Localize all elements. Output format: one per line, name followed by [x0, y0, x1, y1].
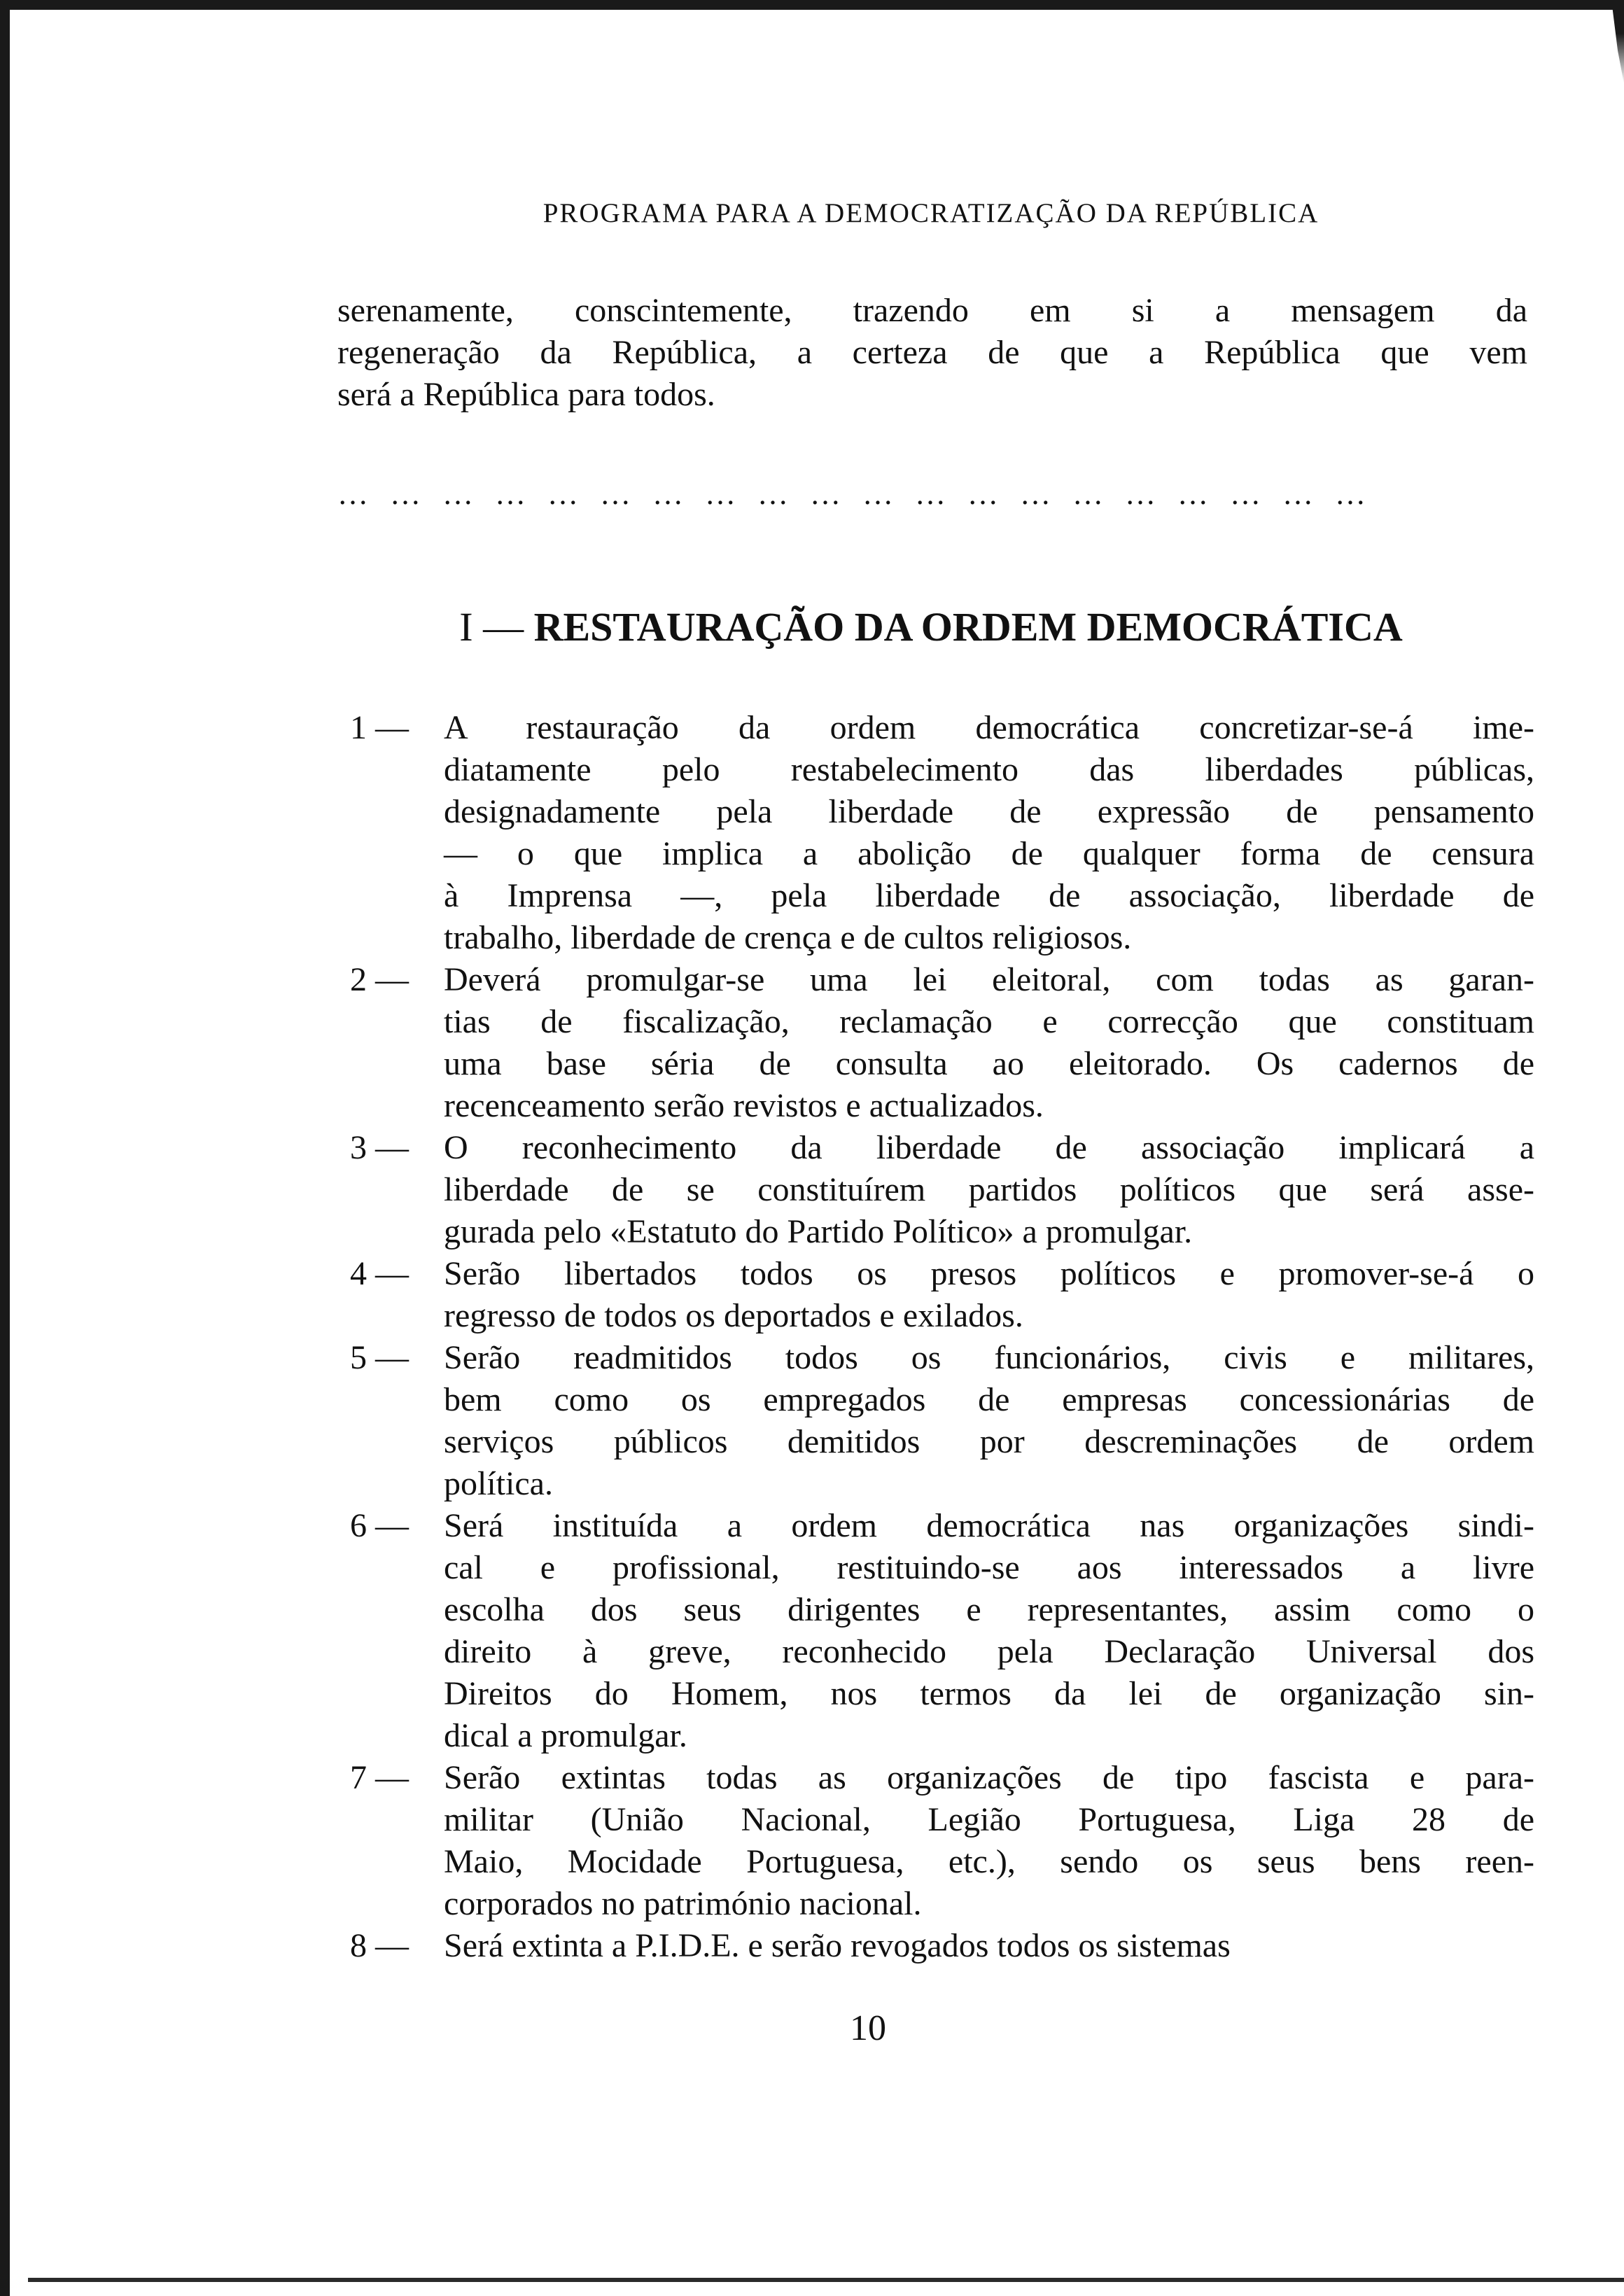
scan-border-left	[0, 0, 10, 2296]
list-item-line: tias de fiscalização, reclamação e correcção que constituam	[444, 1003, 1534, 1040]
list-item-line: Direitos do Homem, nos termos da lei de organização sin-	[444, 1675, 1534, 1712]
page-number: 10	[850, 2008, 886, 2048]
section-title: RESTAURAÇÃO DA ORDEM DEMOCRÁTICA	[533, 604, 1403, 650]
list-item	[350, 959, 1534, 1127]
list-item-number: 5 —	[350, 1339, 409, 1376]
list-item-number: 6 —	[350, 1507, 409, 1544]
intro-line: regeneração da República, a certeza de que a República que vem	[337, 334, 1527, 371]
scan-border-top	[0, 0, 1624, 10]
list-item-line: corporados no património nacional.	[444, 1885, 922, 1922]
list-item	[350, 1127, 1534, 1253]
list-item-number: 8 —	[350, 1927, 409, 1964]
list-item-line: regresso de todos os deportados e exilados.	[444, 1297, 1023, 1334]
intro-line: será a República para todos.	[337, 376, 715, 413]
list-item	[350, 1757, 1534, 1925]
list-item-line: — o que implica a abolição de qualquer forma de censura	[444, 835, 1534, 872]
list-item-line: gurada pelo «Estatuto do Partido Político» a promulgar.	[444, 1213, 1193, 1250]
list-item-line: bem como os empregados de empresas concessionárias de	[444, 1381, 1534, 1418]
list-item-line: designadamente pela liberdade de expressão de pensamento	[444, 793, 1534, 830]
list-item-line: O reconhecimento da liberdade de associação implicará a	[444, 1129, 1534, 1166]
list-item-line: diatamente pelo restabelecimento das liberdades públicas,	[444, 751, 1534, 788]
list-item	[350, 707, 1534, 959]
list-item-number: 2 —	[350, 961, 409, 998]
list-item-line: recenceamento serão revistos e actualizados.	[444, 1087, 1044, 1124]
section-numeral: I —	[459, 604, 534, 650]
list-item-line: trabalho, liberdade de crença e de cultos religiosos.	[444, 919, 1132, 956]
list-item	[350, 1505, 1534, 1757]
list-item-line: serviços públicos demitidos por descreminações de ordem	[444, 1423, 1534, 1460]
list-item-line: uma base séria de consulta ao eleitorado. Os cadernos de	[444, 1045, 1534, 1082]
intro-line: serenamente, conscintemente, trazendo em si a mensagem da	[337, 292, 1527, 329]
list-item-line: direito à greve, reconhecido pela Declaração Universal dos	[444, 1633, 1534, 1670]
list-item-line: escolha dos seus dirigentes e representantes, assim como o	[444, 1591, 1534, 1628]
list-item	[350, 1337, 1534, 1505]
ellipsis-separator: … … … … … … … … … … … … … … … … … … … …	[337, 477, 1373, 511]
numbered-list	[350, 707, 1534, 1967]
list-item-line: A restauração da ordem democrática concretizar-se-á ime-	[444, 709, 1534, 746]
list-item-number: 3 —	[350, 1129, 409, 1166]
scan-border-bottom	[28, 2278, 1624, 2282]
list-item-line: Será instituída a ordem democrática nas organizações sindi-	[444, 1507, 1534, 1544]
list-item-number: 7 —	[350, 1759, 409, 1796]
list-item-line: Serão libertados todos os presos políticos e promover-se-á o	[444, 1255, 1534, 1292]
list-item-line: liberdade de se constituírem partidos políticos que será asse-	[444, 1171, 1534, 1208]
list-item-number: 4 —	[350, 1255, 409, 1292]
list-item	[350, 1253, 1534, 1337]
list-item-line: dical a promulgar.	[444, 1717, 687, 1754]
intro-paragraph	[337, 290, 1527, 416]
scan-border-corner	[1603, 0, 1624, 84]
running-head: PROGRAMA PARA A DEMOCRATIZAÇÃO DA REPÚBLICA	[542, 198, 1320, 228]
section-heading	[392, 603, 1470, 650]
list-item-line: cal e profissional, restituindo-se aos interessados a livre	[444, 1549, 1534, 1586]
list-item-line: militar (União Nacional, Legião Portuguesa, Liga 28 de	[444, 1801, 1534, 1838]
list-item-line: à Imprensa —, pela liberdade de associação, liberdade de	[444, 877, 1534, 914]
list-item-line: Será extinta a P.I.D.E. e serão revogados todos os sistemas	[444, 1927, 1231, 1964]
list-item-line: Deverá promulgar-se uma lei eleitoral, com todas as garan-	[444, 961, 1534, 998]
list-item-line: Serão readmitidos todos os funcionários, civis e militares,	[444, 1339, 1534, 1376]
list-item-line: Serão extintas todas as organizações de tipo fascista e para-	[444, 1759, 1534, 1796]
list-item-number: 1 —	[350, 709, 409, 746]
list-item-line: Maio, Mocidade Portuguesa, etc.), sendo os seus bens reen-	[444, 1843, 1534, 1880]
list-item	[350, 1925, 1534, 1967]
list-item-line: política.	[444, 1465, 553, 1502]
